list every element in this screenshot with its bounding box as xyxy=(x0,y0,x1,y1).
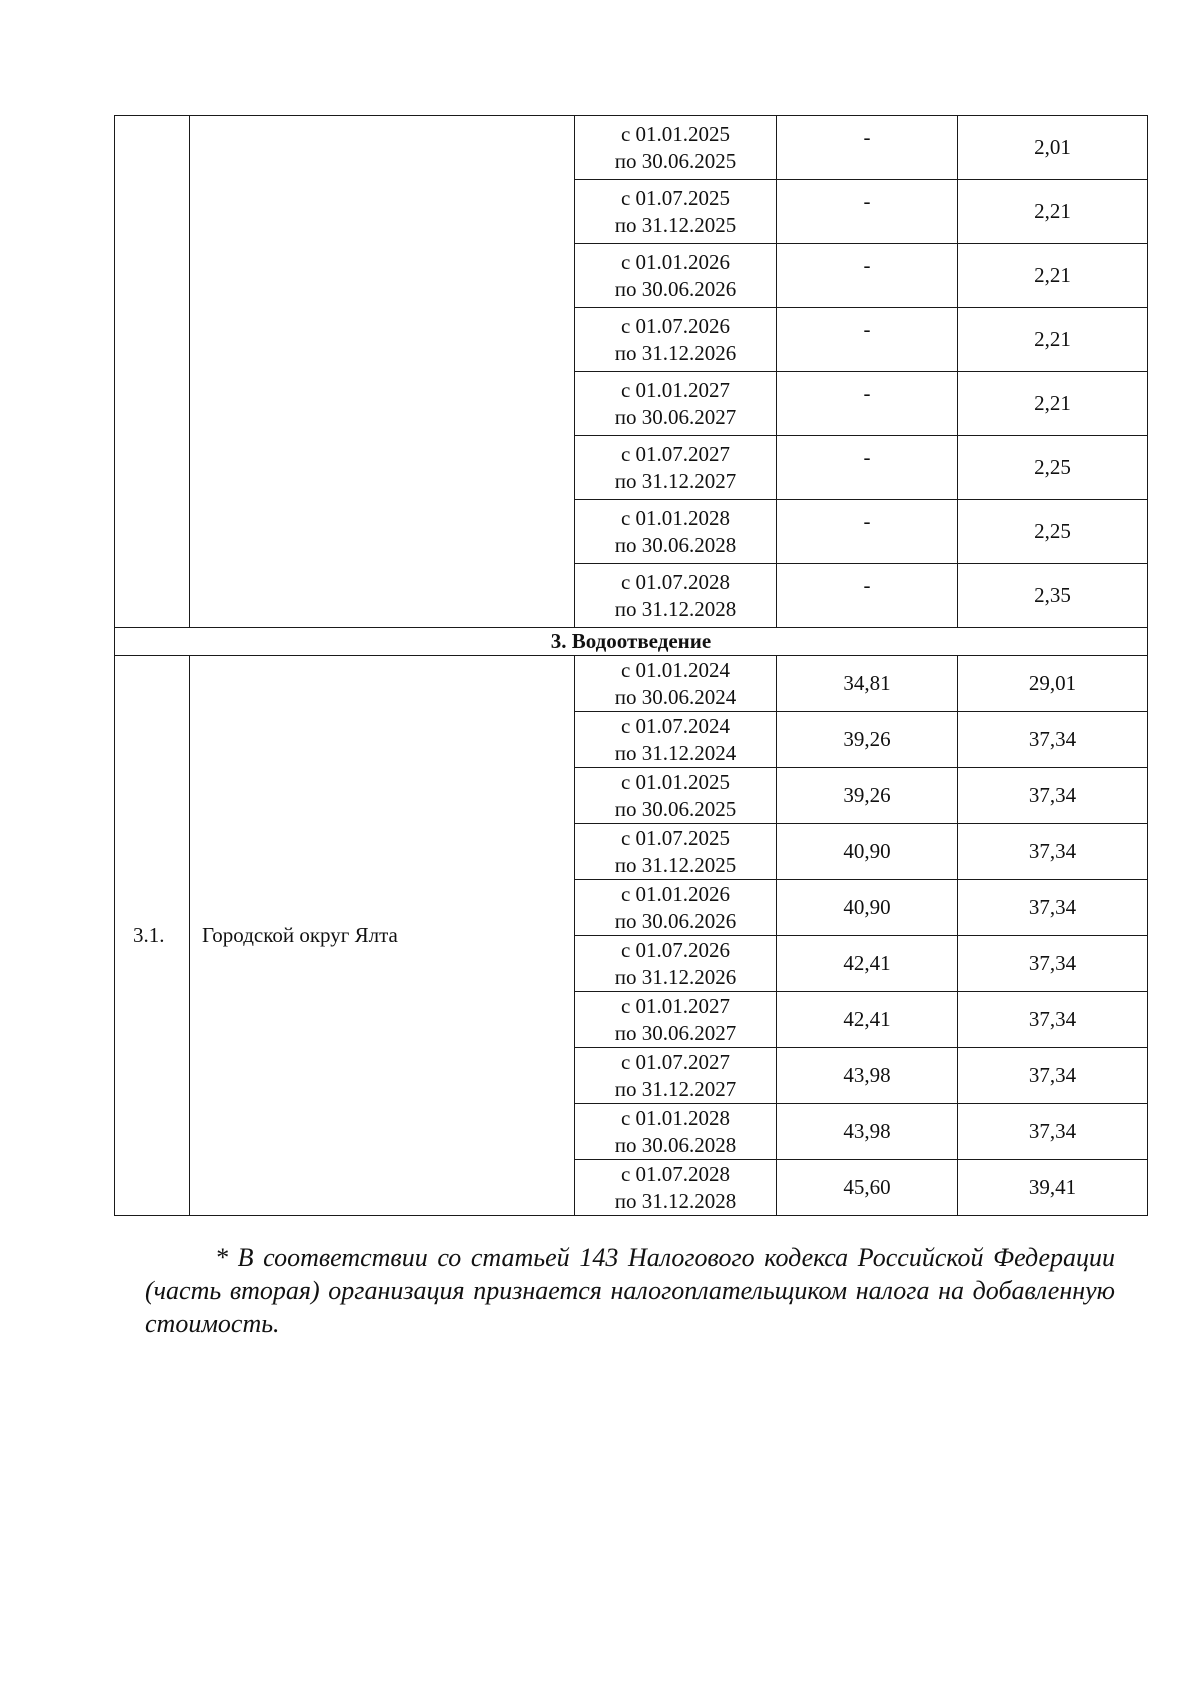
value-1: 43,98 xyxy=(843,1119,891,1143)
value-cell-2 xyxy=(958,880,1148,936)
period-from: с 01.01.2024 xyxy=(620,657,731,682)
value-1: 39,26 xyxy=(843,783,891,807)
period-to: по 30.06.2025 xyxy=(614,148,737,173)
period-from: с 01.01.2028 xyxy=(620,1105,731,1130)
value-cell-2 xyxy=(958,824,1148,880)
value-cell-2 xyxy=(958,308,1148,372)
value-cell-1 xyxy=(777,116,958,180)
period-from: с 01.01.2025 xyxy=(620,121,731,146)
period-from: с 01.07.2025 xyxy=(620,825,731,850)
period-to: по 30.06.2028 xyxy=(614,532,737,557)
empty-number-cell xyxy=(115,116,190,628)
value-1: 39,26 xyxy=(843,727,891,751)
period-cell xyxy=(575,244,777,308)
period-from: с 01.07.2026 xyxy=(620,937,731,962)
value-cell-2 xyxy=(958,180,1148,244)
value-1: - xyxy=(863,125,871,149)
value-cell-2 xyxy=(958,992,1148,1048)
value-2: 2,01 xyxy=(1034,135,1071,159)
value-cell-1 xyxy=(777,936,958,992)
period-to: по 31.12.2025 xyxy=(614,212,737,237)
value-2: 2,21 xyxy=(1034,263,1071,287)
value-1: 40,90 xyxy=(843,839,891,863)
value-2: 2,25 xyxy=(1034,455,1071,479)
period-cell xyxy=(575,1048,777,1104)
value-cell-2 xyxy=(958,564,1148,628)
value-cell-1 xyxy=(777,1104,958,1160)
value-1: - xyxy=(863,317,871,341)
period-to: по 31.12.2024 xyxy=(614,740,737,765)
period-cell xyxy=(575,180,777,244)
period-from: с 01.07.2028 xyxy=(620,569,731,594)
period-from: с 01.01.2026 xyxy=(620,881,731,906)
value-1: 42,41 xyxy=(843,951,891,975)
value-2: 2,21 xyxy=(1034,391,1071,415)
value-1: 45,60 xyxy=(843,1175,891,1199)
value-1: - xyxy=(863,573,871,597)
value-cell-2 xyxy=(958,656,1148,712)
tariff-table xyxy=(114,115,1148,1216)
period-to: по 30.06.2025 xyxy=(614,796,737,821)
value-2: 37,34 xyxy=(1028,951,1077,975)
period-from: с 01.07.2027 xyxy=(620,1049,731,1074)
period-cell xyxy=(575,992,777,1048)
period-cell xyxy=(575,500,777,564)
value-cell-1 xyxy=(777,880,958,936)
period-from: с 01.07.2028 xyxy=(620,1161,731,1186)
value-cell-1 xyxy=(777,1048,958,1104)
value-2: 2,21 xyxy=(1034,199,1071,223)
value-1: 40,90 xyxy=(843,895,891,919)
value-2: 37,34 xyxy=(1028,895,1077,919)
value-cell-2 xyxy=(958,116,1148,180)
period-to: по 30.06.2027 xyxy=(614,1020,737,1045)
subsection-number: 3.1. xyxy=(115,656,190,1216)
value-2: 37,34 xyxy=(1028,1063,1077,1087)
footnote: * В соответствии со статьей 143 Налогового кодекса Российской Федерации (часть вторая) организация признается налогоплательщиком налога на добавленную стоимость. xyxy=(145,1243,1115,1338)
value-cell-2 xyxy=(958,1160,1148,1216)
value-cell-1 xyxy=(777,500,958,564)
value-cell-2 xyxy=(958,712,1148,768)
period-to: по 30.06.2026 xyxy=(614,276,737,301)
value-2: 37,34 xyxy=(1028,783,1077,807)
value-cell-1 xyxy=(777,308,958,372)
value-cell-1 xyxy=(777,180,958,244)
value-1: 34,81 xyxy=(843,671,891,695)
period-from: с 01.01.2026 xyxy=(620,249,731,274)
period-to: по 31.12.2028 xyxy=(614,1188,737,1213)
period-cell xyxy=(575,308,777,372)
period-to: по 31.12.2027 xyxy=(614,468,737,493)
value-cell-2 xyxy=(958,244,1148,308)
value-1: - xyxy=(863,509,871,533)
period-to: по 30.06.2027 xyxy=(614,404,737,429)
period-to: по 31.12.2025 xyxy=(614,852,737,877)
value-cell-2 xyxy=(958,500,1148,564)
table-row xyxy=(115,116,1148,180)
period-to: по 30.06.2024 xyxy=(614,684,737,709)
value-1: - xyxy=(863,253,871,277)
period-to: по 31.12.2028 xyxy=(614,596,737,621)
value-cell-1 xyxy=(777,656,958,712)
value-cell-1 xyxy=(777,372,958,436)
subsection-name: Городской округ Ялта xyxy=(190,656,575,1216)
value-1: 42,41 xyxy=(843,1007,891,1031)
value-2: 37,34 xyxy=(1028,839,1077,863)
value-cell-1 xyxy=(777,1160,958,1216)
period-from: с 01.01.2027 xyxy=(620,993,731,1018)
value-cell-2 xyxy=(958,1048,1148,1104)
period-from: с 01.07.2027 xyxy=(620,441,731,466)
value-cell-2 xyxy=(958,936,1148,992)
value-1: - xyxy=(863,381,871,405)
period-from: с 01.01.2027 xyxy=(620,377,731,402)
period-from: с 01.07.2024 xyxy=(620,713,731,738)
period-to: по 31.12.2027 xyxy=(614,1076,737,1101)
value-1: 43,98 xyxy=(843,1063,891,1087)
period-to: по 30.06.2028 xyxy=(614,1132,737,1157)
value-cell-1 xyxy=(777,436,958,500)
value-2: 39,41 xyxy=(1028,1175,1077,1199)
period-cell xyxy=(575,656,777,712)
value-cell-1 xyxy=(777,712,958,768)
period-cell xyxy=(575,116,777,180)
period-from: с 01.07.2026 xyxy=(620,313,731,338)
value-cell-1 xyxy=(777,824,958,880)
period-cell xyxy=(575,1104,777,1160)
period-cell xyxy=(575,936,777,992)
empty-name-cell xyxy=(190,116,575,628)
period-cell xyxy=(575,768,777,824)
period-to: по 30.06.2026 xyxy=(614,908,737,933)
value-cell-2 xyxy=(958,436,1148,500)
period-cell xyxy=(575,436,777,500)
value-1: - xyxy=(863,445,871,469)
period-cell xyxy=(575,1160,777,1216)
value-1: - xyxy=(863,189,871,213)
period-from: с 01.07.2025 xyxy=(620,185,731,210)
period-cell xyxy=(575,824,777,880)
value-2: 37,34 xyxy=(1028,1007,1077,1031)
value-2: 2,21 xyxy=(1034,327,1071,351)
value-cell-1 xyxy=(777,992,958,1048)
value-cell-2 xyxy=(958,372,1148,436)
value-2: 2,35 xyxy=(1034,583,1071,607)
period-cell xyxy=(575,712,777,768)
value-2: 2,25 xyxy=(1034,519,1071,543)
value-cell-2 xyxy=(958,1104,1148,1160)
value-2: 37,34 xyxy=(1028,1119,1077,1143)
period-cell xyxy=(575,564,777,628)
value-cell-1 xyxy=(777,244,958,308)
value-cell-1 xyxy=(777,768,958,824)
period-from: с 01.01.2028 xyxy=(620,505,731,530)
value-cell-1 xyxy=(777,564,958,628)
value-2: 37,34 xyxy=(1028,727,1077,751)
period-to: по 31.12.2026 xyxy=(614,964,737,989)
value-2: 29,01 xyxy=(1028,671,1077,695)
value-cell-2 xyxy=(958,768,1148,824)
period-cell xyxy=(575,880,777,936)
period-to: по 31.12.2026 xyxy=(614,340,737,365)
table-row xyxy=(115,656,1148,712)
period-from: с 01.01.2025 xyxy=(620,769,731,794)
period-cell xyxy=(575,372,777,436)
section-header-row xyxy=(115,628,1148,656)
section-title: 3. Водоотведение xyxy=(115,628,1148,656)
